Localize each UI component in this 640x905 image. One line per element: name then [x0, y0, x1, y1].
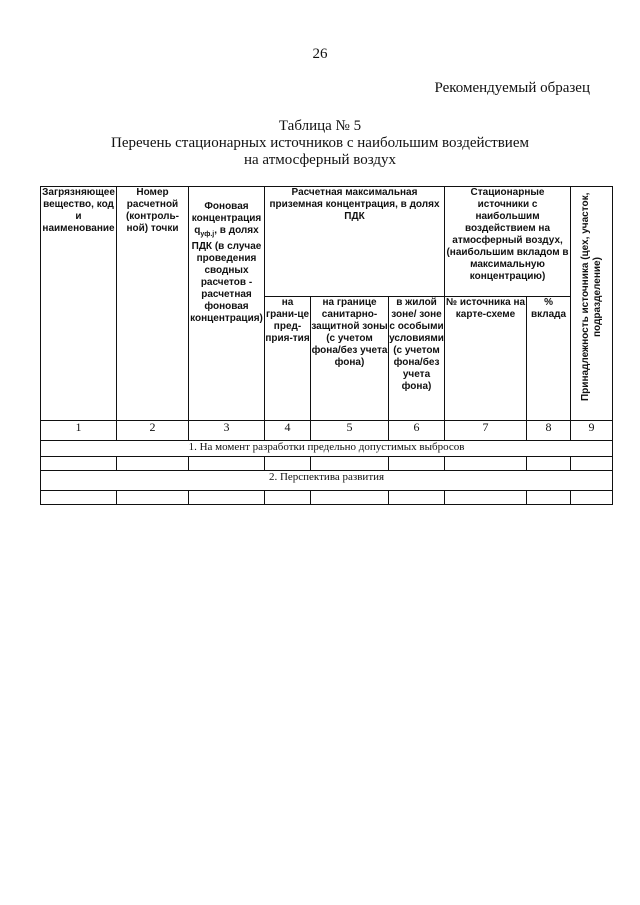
section-title-current: 1. На момент разработки предельно допустимых выбросов	[41, 441, 613, 457]
column-number-9: 9	[571, 421, 613, 441]
table-row	[41, 491, 613, 505]
header-residential-zone: в жилой зоне/ зоне с особыми условиями (с учетом фона/без учета фона)	[389, 297, 445, 421]
column-number-5: 5	[311, 421, 389, 441]
column-number-6: 6	[389, 421, 445, 441]
column-number-3: 3	[189, 421, 265, 441]
sources-table	[40, 186, 613, 505]
header-background-conc-b: , в долях ПДК (в случае проведения сводных расчетов - расчетная фоновая концентрация)	[190, 225, 263, 324]
header-source-number: № источника на карте-схеме	[445, 297, 527, 421]
header-ownership-text: Принадлежность источника (цех, участок, подразделение)	[579, 192, 603, 402]
section-title-prospect: 2. Перспектива развития	[41, 471, 613, 491]
header-sanitary-zone: на границе санитарно-защитной зоны (с учетом фона/без учета фона)	[311, 297, 389, 421]
header-ownership	[571, 187, 613, 421]
table-cell	[571, 491, 613, 505]
table-cell	[41, 457, 117, 471]
table-cell	[117, 491, 189, 505]
table-title-line3: на атмосферный воздух	[244, 152, 396, 168]
header-background-conc	[189, 187, 265, 421]
table-cell	[117, 457, 189, 471]
table-cell	[389, 491, 445, 505]
header-enterprise-boundary: на грани-це пред-прия-тия	[265, 297, 311, 421]
table-title	[0, 118, 640, 169]
header-background-conc-sub: уф.j	[200, 231, 215, 238]
header-pollutant: Загрязняющее вещество, код и наименование	[41, 187, 117, 421]
table-cell	[189, 491, 265, 505]
table-cell	[41, 491, 117, 505]
table-cell	[527, 491, 571, 505]
column-number-4: 4	[265, 421, 311, 441]
header-calc-point: Номер расчетной (контроль-ной) точки	[117, 187, 189, 421]
table-title-line1: Таблица № 5	[278, 118, 362, 134]
page-number: 26	[312, 46, 328, 62]
table-cell	[265, 491, 311, 505]
header-max-conc-group: Расчетная максимальная приземная концентрация, в долях ПДК	[265, 187, 445, 297]
column-number-7: 7	[445, 421, 527, 441]
table-cell	[311, 457, 389, 471]
column-number-2: 2	[117, 421, 189, 441]
header-background-conc-a: Фоновая концентрация q	[191, 201, 262, 236]
table-cell	[445, 457, 527, 471]
table-row	[41, 457, 613, 471]
table-cell	[571, 457, 613, 471]
table-title-line2: Перечень стационарных источников с наибольшим воздействием	[111, 135, 529, 151]
table-cell	[527, 457, 571, 471]
table-cell	[311, 491, 389, 505]
column-number-8: 8	[527, 421, 571, 441]
table-cell	[189, 457, 265, 471]
table-cell	[445, 491, 527, 505]
table-cell	[389, 457, 445, 471]
table-cell	[265, 457, 311, 471]
header-contribution: % вклада	[527, 297, 571, 421]
sample-note: Рекомендуемый образец	[434, 80, 590, 96]
header-sources-group: Стационарные источники с наибольшим воздействием на атмосферный воздух, (наибольшим вкладом в максимальную концентрацию)	[445, 187, 571, 297]
column-number-1: 1	[41, 421, 117, 441]
